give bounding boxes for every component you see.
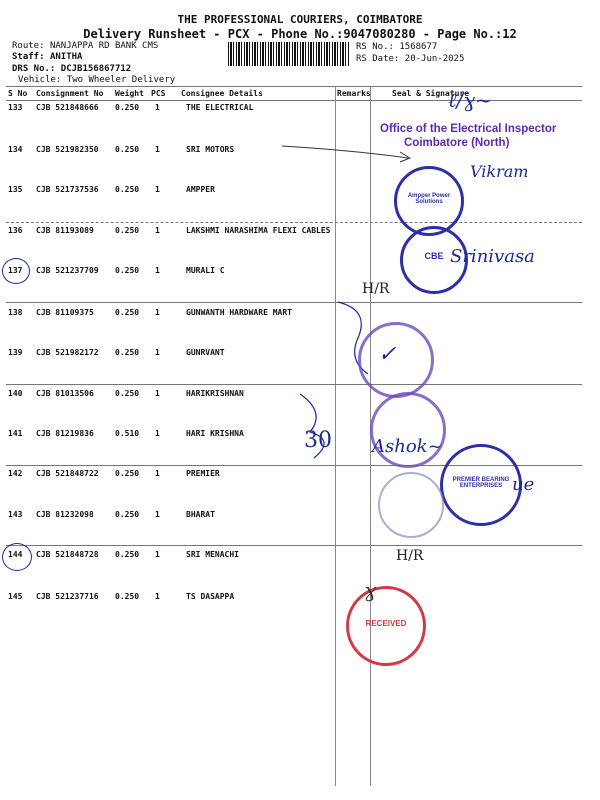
row-consignment: CJB 81219836 — [36, 429, 94, 438]
row-consignment: CJB 521848666 — [36, 103, 99, 112]
row-consignment: CJB 521982172 — [36, 348, 99, 357]
drs-value: DCJB156867712 — [60, 64, 132, 74]
row-pcs: 1 — [155, 469, 160, 478]
route-line: Route: NANJAPPA RD BANK CMS — [12, 41, 159, 51]
row-weight: 0.250 — [115, 185, 140, 194]
row-consignee: GUNRVANT — [186, 348, 225, 357]
group-separator — [6, 302, 582, 303]
row-pcs: 1 — [155, 226, 160, 235]
route-value: NANJAPPA RD BANK CMS — [49, 41, 159, 51]
row-consignment: CJB 81232098 — [36, 510, 94, 519]
row-consignee: SRI MOTORS — [186, 145, 235, 154]
col-consignee: Consignee Details — [181, 89, 263, 98]
dasappa-received-stamp: RECEIVED — [346, 586, 426, 666]
row-sno: 137 — [8, 266, 23, 275]
rs-no-line: RS No.: 1568677 — [356, 42, 438, 52]
row-consignment: CJB 521982350 — [36, 145, 99, 154]
row-weight: 0.250 — [115, 550, 140, 559]
rs-date-line: RS Date: 20-Jun-2025 — [356, 54, 465, 64]
signature-142: ue — [512, 474, 535, 495]
row-weight: 0.250 — [115, 226, 140, 235]
row-consignee: SRI MENACHI — [186, 550, 239, 559]
electrical-inspector-stamp-line2: Coimbatore (North) — [404, 137, 510, 149]
col-consignment: Consignment No — [36, 89, 104, 98]
row-consignee: GUNWANTH HARDWARE MART — [186, 308, 292, 317]
row-sno: 139 — [8, 348, 23, 357]
row-consignee: BHARAT — [186, 510, 215, 519]
signature-139: ✓ — [378, 342, 397, 367]
row-sno: 143 — [8, 510, 23, 519]
rs-no-value: 1568677 — [399, 42, 438, 52]
row-consignment: CJB 521848728 — [36, 550, 99, 559]
row-consignee: HARIKRISHNAN — [186, 389, 244, 398]
row-consignment: CJB 81013506 — [36, 389, 94, 398]
signature-141: Ashok~ — [372, 436, 443, 457]
table-top-border — [6, 86, 582, 87]
row-consignment: CJB 81193089 — [36, 226, 94, 235]
row-consignee: AMPPER — [186, 185, 215, 194]
row-weight: 0.250 — [115, 348, 140, 357]
group-separator — [6, 222, 582, 223]
row-pcs: 1 — [155, 266, 160, 275]
signature-135: Vikram — [470, 162, 529, 181]
row-weight: 0.250 — [115, 308, 140, 317]
drs-line: DRS No.: DCJB156867712 — [12, 64, 132, 74]
row-weight: 0.510 — [115, 429, 140, 438]
vehicle-line: Vehicle: Two Wheeler Delivery — [18, 75, 176, 85]
hand-number-30: 30 — [304, 428, 332, 453]
row-consignment: CJB 521848722 — [36, 469, 99, 478]
vehicle-value: Two Wheeler Delivery — [66, 75, 176, 85]
header-bottom-border — [6, 100, 582, 101]
col-remarks: Remarks — [337, 89, 371, 98]
signature-133: ℓ∕ɣ~ — [448, 88, 492, 112]
row-137-circle-mark — [2, 258, 30, 284]
hr-note-144: H/R — [396, 548, 424, 564]
row-consignment: CJB 521237716 — [36, 592, 99, 601]
row-pcs: 1 — [155, 592, 160, 601]
row-sno: 136 — [8, 226, 23, 235]
row-pcs: 1 — [155, 510, 160, 519]
row-consignee: TS DASAPPA — [186, 592, 235, 601]
row-pcs: 1 — [155, 185, 160, 194]
row-consignee: THE ELECTRICAL — [186, 103, 254, 112]
row-sno: 138 — [8, 308, 23, 317]
premier-seal-stamp: PREMIER BEARING ENTERPRISES — [440, 444, 522, 526]
row-sno: 142 — [8, 469, 23, 478]
staff-value: ANITHA — [49, 52, 83, 62]
row-pcs: 1 — [155, 348, 160, 357]
row-sno: 133 — [8, 103, 23, 112]
signature-136: Srinivasa — [450, 246, 535, 267]
row-weight: 0.250 — [115, 389, 140, 398]
row-consignee: LAKSHMI NARASHIMA FLEXI CABLES — [186, 226, 331, 235]
row-sno: 140 — [8, 389, 23, 398]
row-consignment: CJB 521737536 — [36, 185, 99, 194]
row-consignment: CJB 521237709 — [36, 266, 99, 275]
col-pcs: PCS — [151, 89, 166, 98]
col-sno: S No — [8, 89, 28, 98]
staff-line: Staff: ANITHA — [12, 52, 83, 62]
col-seal: Seal & Signature — [392, 89, 470, 98]
row-consignee: PREMIER — [186, 469, 220, 478]
hr-note-137: H/R — [362, 281, 390, 297]
runsheet-subtitle: Delivery Runsheet - PCX - Phone No.:9047080280 - Page No.:12 — [83, 27, 517, 41]
row-sno: 145 — [8, 592, 23, 601]
row-sno: 135 — [8, 185, 23, 194]
row-consignee: HARI KRISHNA — [186, 429, 244, 438]
signature-145: ɣ — [364, 578, 376, 602]
col-weight: Weight — [115, 89, 144, 98]
electrical-inspector-stamp-line1: Office of the Electrical Inspector — [380, 123, 557, 135]
row-weight: 0.250 — [115, 266, 140, 275]
ampper-seal-stamp: Ampper Power Solutions — [394, 166, 464, 236]
row-weight: 0.250 — [115, 592, 140, 601]
row-weight: 0.250 — [115, 510, 140, 519]
row-sno: 141 — [8, 429, 23, 438]
rs-date-value: 20-Jun-2025 — [404, 54, 465, 64]
row-consignee: MURALI C — [186, 266, 225, 275]
row-pcs: 1 — [155, 103, 160, 112]
row-sno: 144 — [8, 550, 23, 559]
bharat-seal-stamp — [378, 472, 444, 538]
group-separator — [6, 545, 582, 546]
row-sno: 134 — [8, 145, 23, 154]
barcode — [228, 42, 350, 66]
row-pcs: 1 — [155, 145, 160, 154]
company-title: THE PROFESSIONAL COURIERS, COIMBATORE — [177, 13, 423, 26]
row-weight: 0.250 — [115, 103, 140, 112]
lakshmi-seal-stamp: CBE — [400, 226, 468, 294]
row-pcs: 1 — [155, 308, 160, 317]
row-pcs: 1 — [155, 429, 160, 438]
row-144-circle-mark — [2, 543, 32, 571]
row-pcs: 1 — [155, 550, 160, 559]
group-separator — [6, 384, 582, 385]
row-weight: 0.250 — [115, 145, 140, 154]
arrow-line — [280, 138, 420, 164]
row-consignment: CJB 81109375 — [36, 308, 94, 317]
row-pcs: 1 — [155, 389, 160, 398]
row-weight: 0.250 — [115, 469, 140, 478]
